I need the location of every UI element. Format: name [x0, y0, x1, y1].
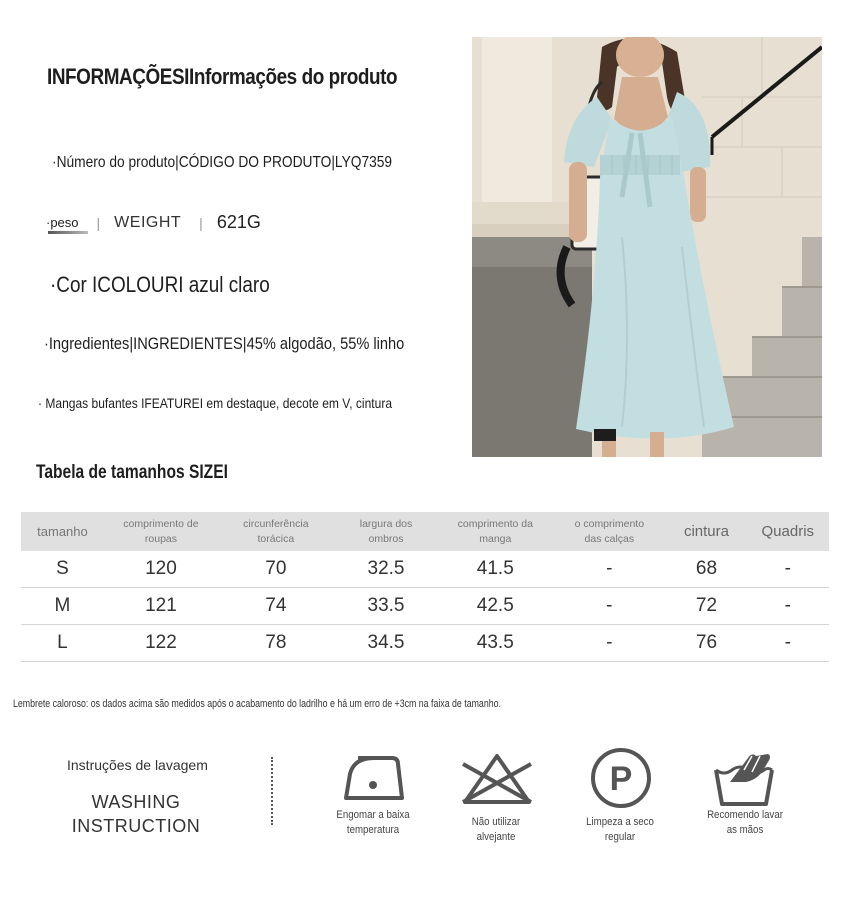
weight-separator: |	[199, 214, 203, 231]
hand-wash-icon	[711, 747, 777, 809]
cell-value: 121	[104, 588, 218, 625]
table-row	[21, 588, 829, 625]
product-features-line: · Mangas bufantes IFEATUREI em destaque, decote em V, cintura	[38, 395, 393, 411]
product-color-line: ·Cor ICOLOURI azul claro	[50, 272, 270, 297]
no-bleach-label: Não utilizar alvejante	[471, 816, 521, 843]
cell-value: -	[552, 551, 666, 588]
cell-value: 33.5	[334, 588, 439, 625]
cell-value: 43.5	[438, 625, 552, 662]
iron-label: Engomar a baixa temperatura	[336, 809, 410, 836]
weight-separator: |	[96, 214, 101, 231]
no-bleach-icon	[458, 747, 536, 809]
svg-text:P: P	[609, 760, 633, 798]
cell-value: 41.5	[438, 551, 552, 588]
table-row	[21, 625, 829, 662]
size-note: Lembrete caloroso: os dados acima são medidos após o acabamento do ladrilho e há um erro de +3cm na faixa de tamanho.	[13, 698, 501, 710]
cell-value: -	[747, 551, 829, 588]
washing-divider	[271, 757, 273, 825]
iron-low-temp-icon	[337, 747, 409, 809]
size-table	[21, 512, 829, 662]
dry-clean-icon	[589, 747, 653, 809]
weight-value: 621G	[216, 212, 261, 232]
cell-value: 70	[218, 551, 334, 588]
header-waist: cintura	[666, 512, 746, 551]
product-code-line: ·Número do produto|CÓDIGO DO PRODUTO|LYQ7359	[52, 154, 393, 171]
dry-clean-label: Limpeza a seco regular	[586, 816, 654, 843]
cell-value: 120	[104, 551, 218, 588]
cell-value: 42.5	[438, 588, 552, 625]
weight-label-en: WEIGHT	[114, 213, 182, 231]
header-chest: circunferência torácica	[218, 512, 334, 551]
cell-size: M	[21, 588, 104, 625]
cell-value: 34.5	[334, 625, 439, 662]
cell-value: 72	[666, 588, 746, 625]
header-sleeve: comprimento da manga	[438, 512, 552, 551]
table-row	[21, 551, 829, 588]
cell-value: 68	[666, 551, 746, 588]
cell-value: -	[552, 625, 666, 662]
size-table-header-row	[21, 512, 829, 551]
washing-title-en: WASHING INSTRUCTION	[71, 792, 201, 836]
cell-value: -	[747, 588, 829, 625]
dress-photo-illustration	[472, 37, 822, 457]
cell-value: -	[552, 588, 666, 625]
cell-size: L	[21, 625, 104, 662]
cell-value: 76	[666, 625, 746, 662]
cell-value: 32.5	[334, 551, 439, 588]
size-table-title: Tabela de tamanhos SIZEI	[36, 462, 228, 483]
hand-wash-label: Recomendo lavar as mãos	[707, 809, 783, 836]
header-hips: Quadris	[747, 512, 829, 551]
cell-value: 122	[104, 625, 218, 662]
cell-value: -	[747, 625, 829, 662]
washing-title-local: Instruções de lavagem	[67, 757, 208, 773]
header-pants-length: o comprimento das calças	[552, 512, 666, 551]
product-weight-line	[46, 212, 261, 233]
header-garment-length: comprimento de roupas	[104, 512, 218, 551]
cell-size: S	[21, 551, 104, 588]
header-shoulder: largura dos ombros	[334, 512, 439, 551]
product-info-title: INFORMAÇÕESIInformações do produto	[47, 64, 398, 89]
header-size: tamanho	[21, 512, 104, 551]
product-photo	[472, 37, 822, 457]
weight-label: ·peso	[46, 215, 79, 230]
cell-value: 74	[218, 588, 334, 625]
cell-value: 78	[218, 625, 334, 662]
product-ingredients-line: ·Ingredientes|INGREDIENTES|45% algodão, 55% linho	[44, 334, 405, 353]
